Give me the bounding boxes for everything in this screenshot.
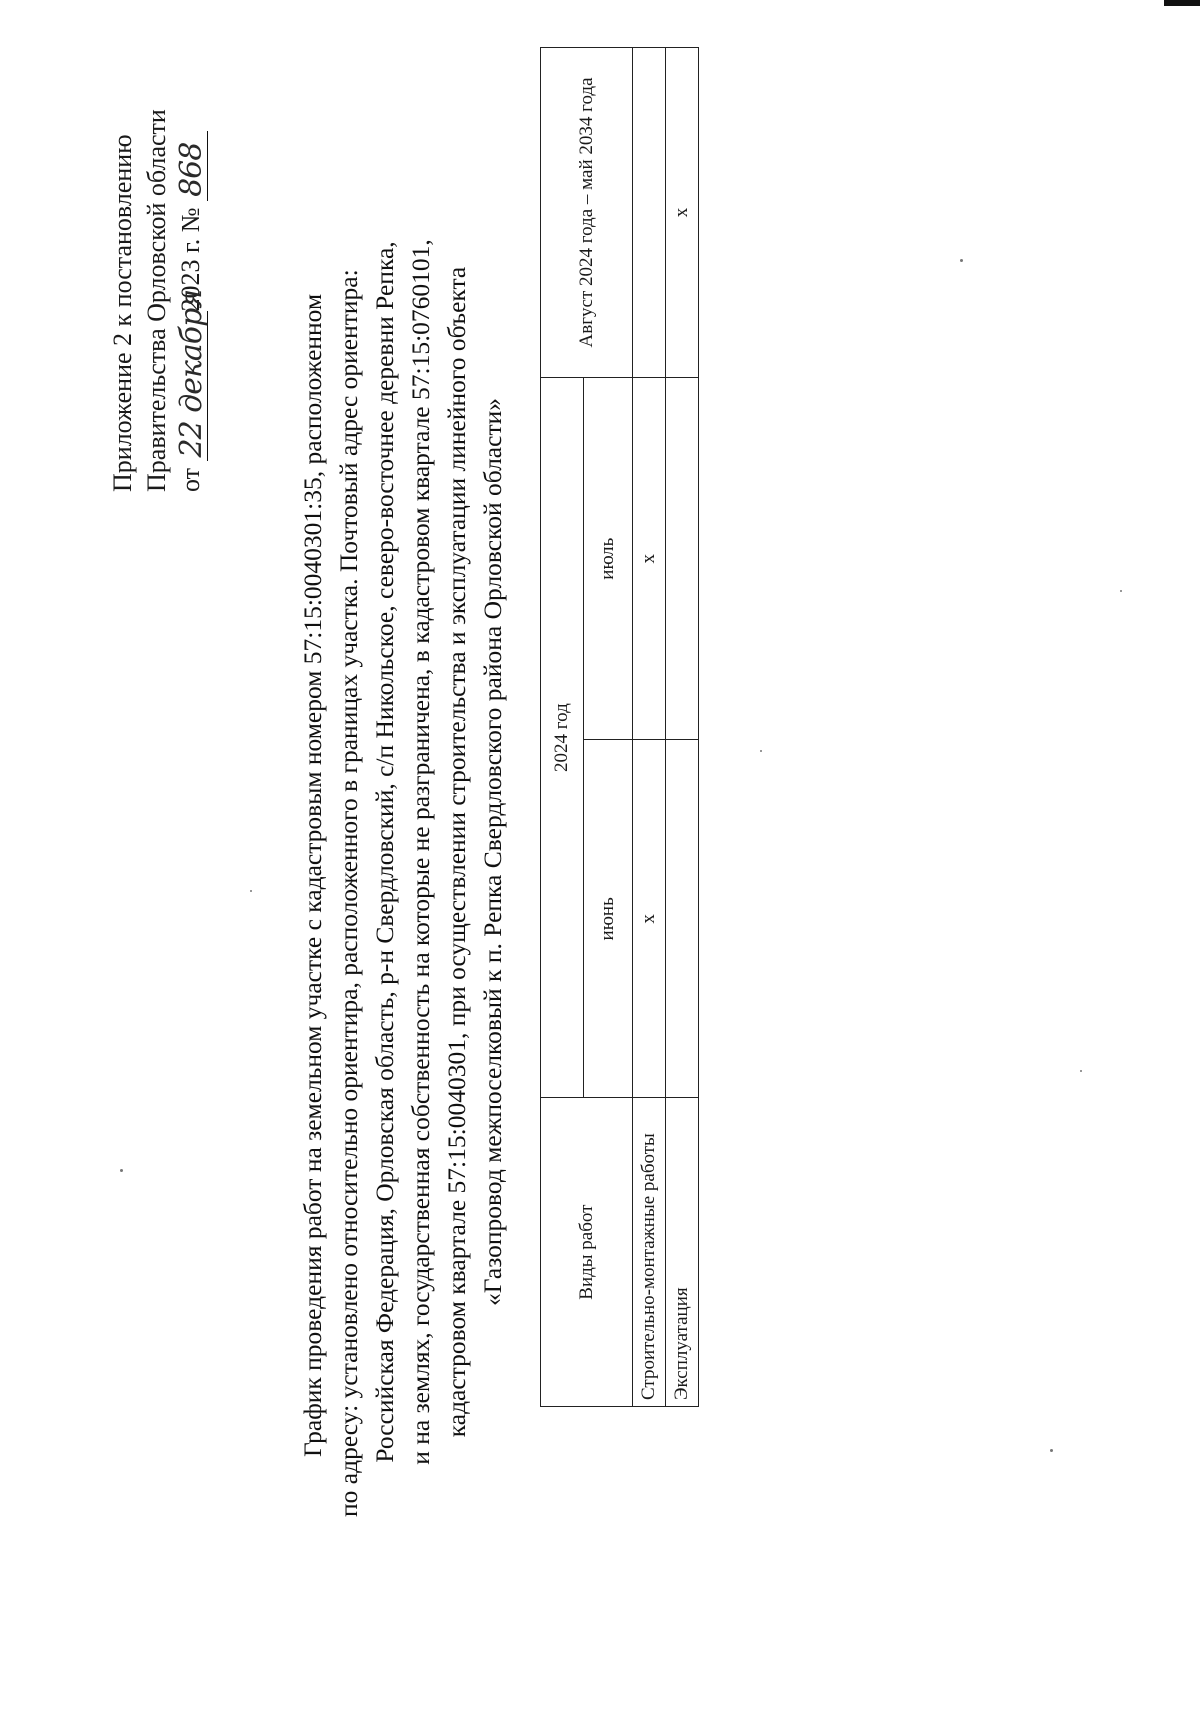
header-period: Август 2024 года – май 2034 года (541, 48, 633, 378)
scan-speck (1080, 1070, 1082, 1072)
appendix-line-2: Правительства Орловской области (142, 109, 171, 492)
work-schedule-table (540, 47, 699, 1407)
appendix-header (106, 52, 208, 492)
handwritten-date: 22 декабря (174, 289, 209, 458)
appendix-year-label: 2023 г. № (176, 207, 205, 312)
appendix-from-label: от (176, 467, 205, 492)
appendix-line-3 (174, 52, 208, 492)
row-period-mark: x (666, 48, 699, 378)
title-line-3: Российская Федерация, Орловская область, р-н Свердловский, с/п Никольское, северо-восточнее деревни Репка, (370, 241, 399, 1463)
scan-speck (1050, 1449, 1053, 1452)
table-row (633, 48, 666, 1407)
scan-speck (1120, 590, 1122, 592)
row-work-kind: Строительно-монтажные работы (633, 1098, 666, 1407)
row-july-mark: x (633, 377, 666, 740)
handwritten-number: 868 (174, 142, 209, 197)
appendix-line-1: Приложение 2 к постановлению (108, 134, 137, 492)
header-work-kind: Виды работ (541, 1098, 633, 1407)
scan-speck (250, 890, 252, 892)
row-june-mark (666, 740, 699, 1098)
scan-speck (760, 750, 762, 752)
row-july-mark (666, 377, 699, 740)
handwritten-date-field (174, 289, 209, 461)
handwritten-number-field (174, 131, 209, 201)
title-line-1: График проведения работ на земельном участке с кадастровым номером 57:15:0040301:35, расположенном (298, 293, 327, 1457)
row-period-mark (633, 48, 666, 378)
title-line-4: и на землях, государственная собственность на которые не разграничена, в кадастровом квартале 57:15:0760101, (406, 239, 435, 1465)
table-header-row-1 (541, 48, 584, 1407)
header-month-july: июль (584, 377, 633, 740)
title-line-2: по адресу: установлено относительно ориентира, расположенного в границах участка. Почтовый адрес ориентира: (334, 269, 363, 1517)
header-month-june: июнь (584, 740, 633, 1098)
table-row (666, 48, 699, 1407)
title-line-6: «Газопровод межпоселковый к п. Репка Свердловского района Орловской области» (478, 398, 507, 1306)
scan-speck (120, 1169, 123, 1172)
header-year-2024: 2024 год (541, 377, 584, 1097)
scan-speck (960, 259, 963, 262)
title-line-5: кадастровом квартале 57:15:0040301, при осуществлении строительства и эксплуатации линейного объекта (442, 266, 471, 1438)
row-june-mark: x (633, 740, 666, 1098)
document-title (295, 187, 511, 1517)
row-work-kind: Эксплуатация (666, 1098, 699, 1407)
